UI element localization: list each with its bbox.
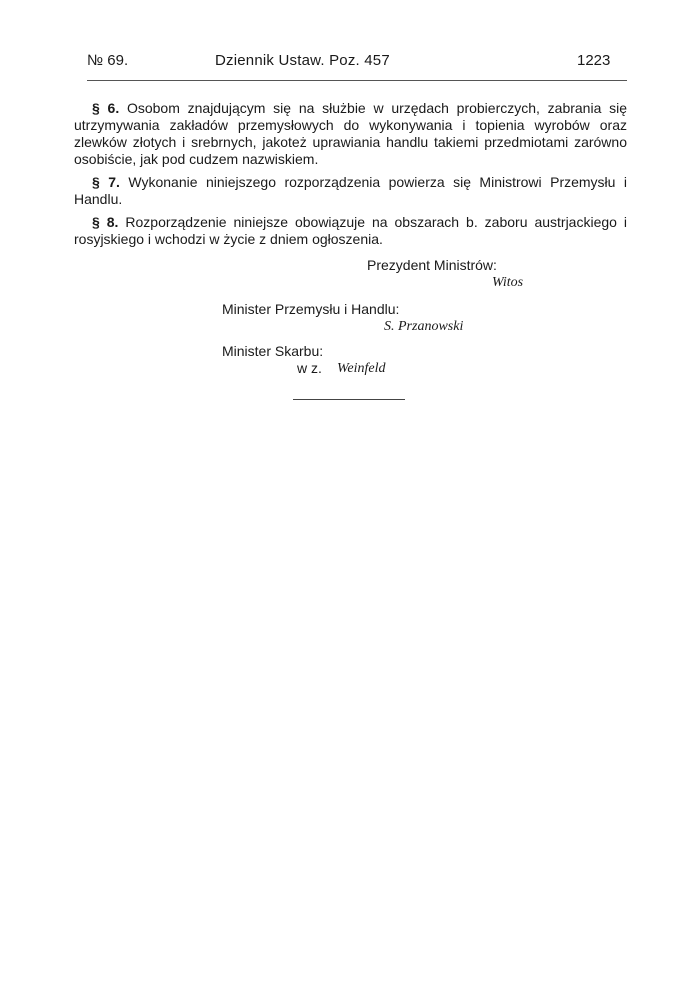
section-text: Wykonanie niniejszego rozporządzenia powierza się Ministrowi Przemysłu i Handlu. <box>74 174 628 207</box>
section-text: Rozporządzenie niniejsze obowiązuje na obszarach b. zaboru austrjackiego i rosyjskiego i wchodzi w życie z dniem ogłoszenia. <box>74 214 628 247</box>
section-8 <box>74 214 627 248</box>
treasury-deputy-prefix: w z. <box>297 360 322 376</box>
issue-number: № 69. <box>87 52 129 69</box>
journal-title: Dziennik Ustaw. Poz. 457 <box>215 52 390 69</box>
prime-minister-signature: Witos <box>492 275 524 290</box>
section-label: § 8. <box>92 214 119 230</box>
header-rule <box>87 80 627 81</box>
document-body <box>74 100 627 254</box>
treasury-minister-signature: Weinfeld <box>337 361 386 376</box>
section-label: § 6. <box>92 100 120 116</box>
treasury-minister-title: Minister Skarbu: <box>222 343 324 359</box>
section-label: § 7. <box>92 174 120 190</box>
industry-minister-signature: S. Przanowski <box>384 319 464 334</box>
section-text: Osobom znajdującym się na służbie w urzędach probierczych, zabrania się utrzymywania zakładów przemysłowych do wykonywania i topienia wyrobów oraz zlewków złotych i srebrnych, jakoteż uprawiania handlu takiemi przedmiotami zarówno osobiście, jak pod cudzem nazwiskiem. <box>74 100 628 167</box>
end-rule <box>293 399 405 400</box>
page-number: 1223 <box>577 52 611 69</box>
prime-minister-title: Prezydent Ministrów: <box>367 257 497 273</box>
section-7 <box>74 174 627 208</box>
industry-minister-title: Minister Przemysłu i Handlu: <box>222 301 400 317</box>
section-6 <box>74 100 627 168</box>
page-header <box>0 50 689 74</box>
